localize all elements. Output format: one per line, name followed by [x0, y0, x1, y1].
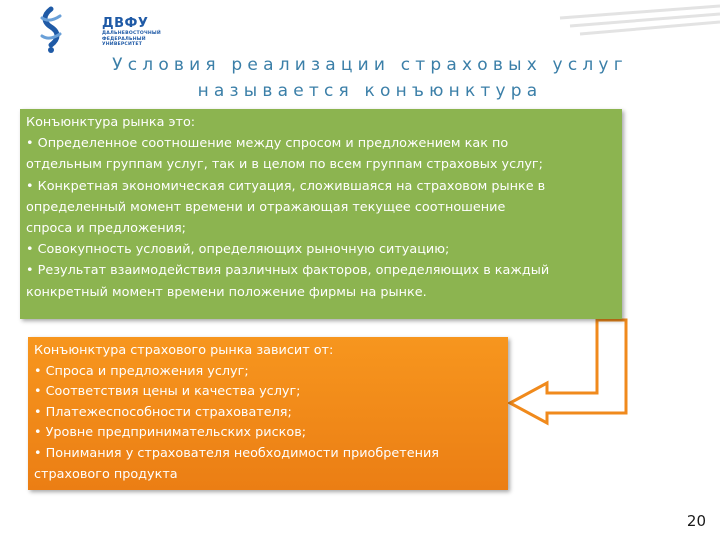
orange-box-line: • Платежеспособности страхователя;: [34, 404, 292, 420]
logo-swirl-icon: [34, 6, 68, 54]
green-box-line: • Конкретная экономическая ситуация, сложившаяся на страховом рынке в: [26, 178, 546, 194]
orange-box-line: • Уровне предпринимательских рисков;: [34, 425, 307, 441]
logo-sub-line: ФЕДЕРАЛЬНЫЙ: [102, 36, 146, 42]
green-box-line: • Определенное соотношение между спросом и предложением как по: [26, 136, 509, 152]
orange-box-line: Конъюнктура страхового рынка зависит от:: [34, 343, 334, 358]
slide-title-line: Условия реализации страховых услуг: [112, 55, 628, 75]
green-box-line: определенный момент времени и отражающая текущее соотношение: [26, 199, 506, 215]
logo-sub-line: УНИВЕРСИТЕТ: [102, 42, 143, 48]
green-box-line: отдельным группам услуг, так и в целом по всем группам страховых услуг;: [26, 157, 543, 173]
university-logo: [34, 6, 161, 54]
connector-arrow: [505, 318, 635, 426]
insurance-market-factors-box: [28, 337, 508, 490]
slide-title: [100, 52, 640, 104]
slide-title-line: называется конъюнктура: [197, 81, 543, 101]
orange-box-line: • Соответствия цены и качества услуг;: [34, 384, 301, 400]
logo-sub-line: ДАЛЬНЕВОСТОЧНЫЙ: [102, 31, 161, 36]
green-box-line: Конъюнктура рынка это:: [26, 115, 196, 130]
orange-box-line: • Понимания у страхователя необходимости приобретения: [34, 445, 439, 461]
logo-name: ДВФУ: [102, 16, 149, 31]
green-box-line: конкретный момент времени положение фирмы на рынке.: [26, 284, 427, 300]
green-box-line: спроса и предложения;: [26, 221, 186, 237]
page-number: 20: [686, 512, 706, 530]
green-box-line: • Результат взаимодействия различных факторов, определяющих в каждый: [26, 263, 550, 279]
green-box-line: • Совокупность условий, определяющих рыночную ситуацию;: [26, 242, 450, 258]
orange-box-line: • Спроса и предложения услуг;: [34, 363, 249, 379]
market-conjuncture-definition-box: [20, 109, 622, 319]
orange-box-line: страхового продукта: [34, 466, 178, 482]
